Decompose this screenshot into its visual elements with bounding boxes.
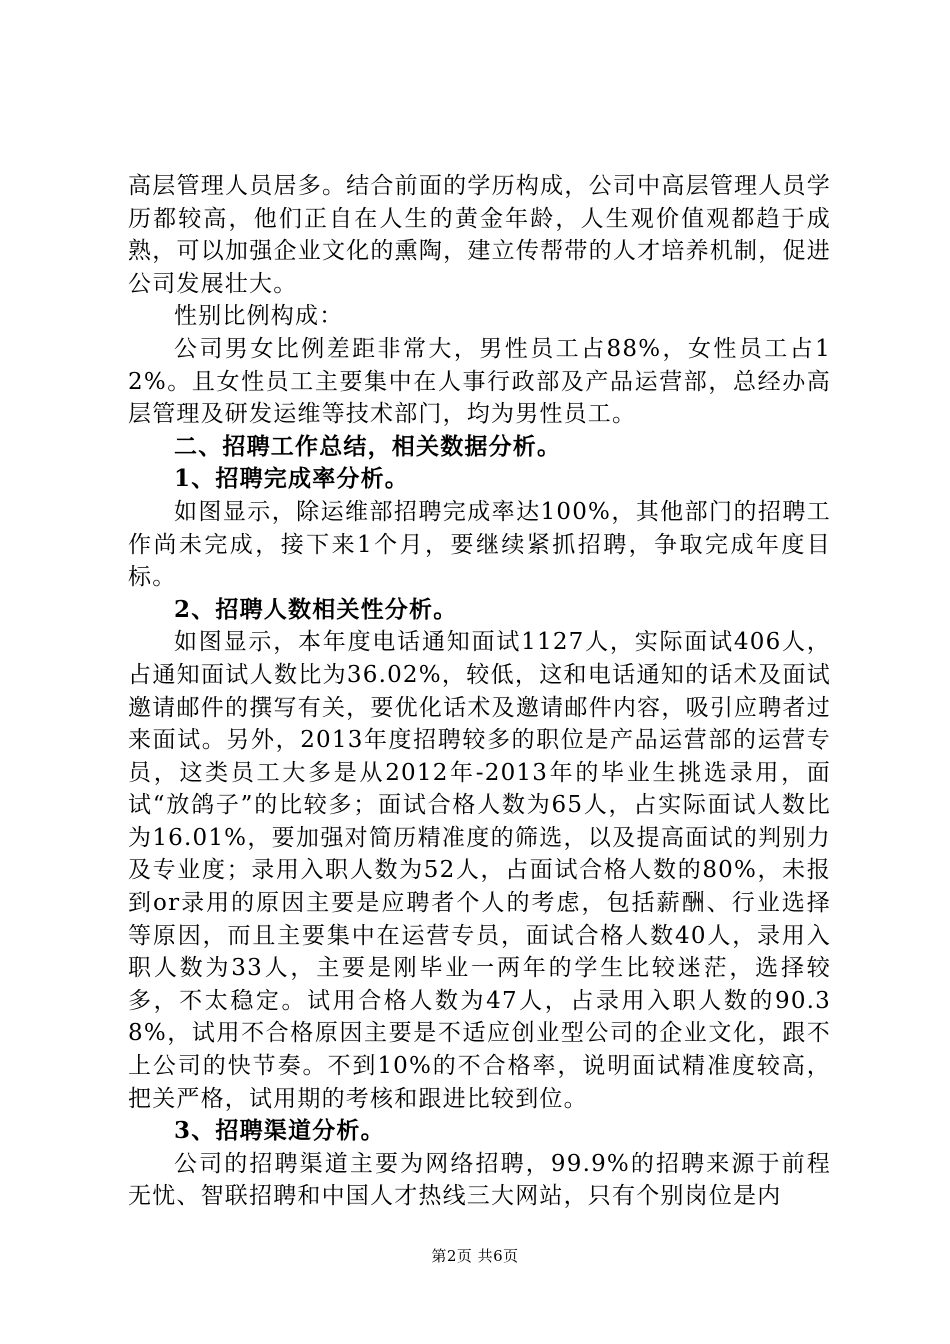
paragraph-completion-rate: 如图显示，除运维部招聘完成率达100%，其他部门的招聘工作尚未完成，接下来1个月，要继续紧抓招聘，争取完成年度目标。: [128, 498, 831, 591]
subheading-completion-rate: 1、招聘完成率分析。: [174, 465, 410, 493]
subheading-headcount-correlation: 2、招聘人数相关性分析。: [174, 595, 458, 623]
paragraph-gender-ratio: 公司男女比例差距非常大，男性员工占88%，女性员工占12%。且女性员工主要集中在人事行政部及产品运营部，总经办高层管理及研发运维等技术部门，均为男性员工。: [128, 335, 831, 428]
document-body: [128, 170, 831, 1213]
page-footer: 第2页 共6页: [431, 1247, 519, 1265]
paragraph-gender-heading: 性别比例构成：: [174, 303, 344, 330]
paragraph-management-summary: 高层管理人员居多。结合前面的学历构成，公司中高层管理人员学历都较高，他们正自在人生的黄金年龄，人生观价值观都趋于成熟，可以加强企业文化的熏陶，建立传帮带的人才培养机制，促进公司发展壮大。: [128, 173, 831, 297]
paragraph-recruitment-channels: 公司的招聘渠道主要为网络招聘，99.9%的招聘来源于前程无忧、智联招聘和中国人才热线三大网站，只有个别岗位是内: [128, 1150, 831, 1210]
paragraph-headcount-correlation: 如图显示，本年度电话通知面试1127人，实际面试406人，占通知面试人数比为36.02%，较低，这和电话通知的话术及面试邀请邮件的撰写有关，要优化话术及邀请邮件内容，吸引应聘者过来面试。另外，2013年度招聘较多的职位是产品运营部的运营专员，这类员工大多是从2012年-2013年的毕业生挑选录用，面试“放鸽子”的比较多；面试合格人数为65人，占实际面试人数比为16.01%，要加强对简历精准度的筛选，以及提高面试的判别力及专业度；录用入职人数为52人，占面试合格人数的80%，未报到or录用的原因主要是应聘者个人的考虑，包括薪酬、行业选择等原因，而且主要集中在运营专员，面试合格人数40人，录用入职人数为33人，主要是刚毕业一两年的学生比较迷茫，选择较多，不太稳定。试用合格人数为47人，占录用入职人数的90.38%，试用不合格原因主要是不适应创业型公司的企业文化，跟不上公司的快节奏。不到10%的不合格率，说明面试精准度较高，把关严格，试用期的考核和跟进比较到位。: [128, 629, 831, 1112]
subheading-recruitment-channels: 3、招聘渠道分析。: [174, 1117, 385, 1145]
section-heading-recruitment-summary: 二、招聘工作总结，相关数据分析。: [174, 432, 562, 460]
